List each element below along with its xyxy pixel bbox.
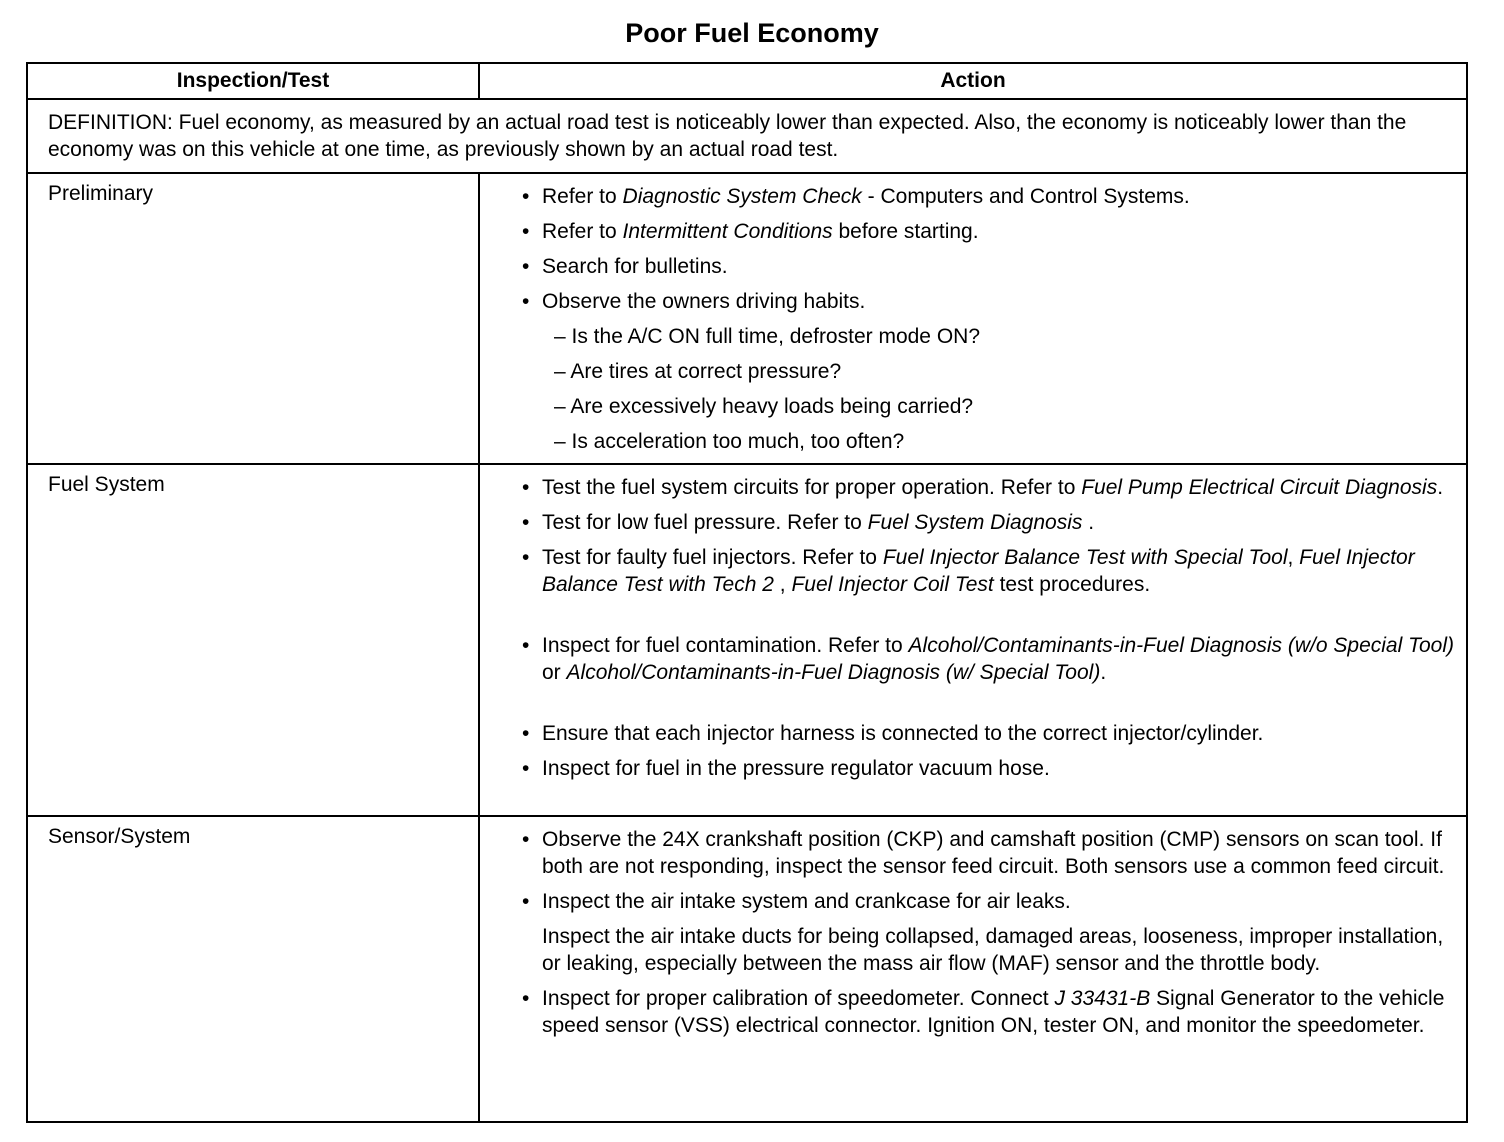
- item-text: before starting.: [832, 220, 979, 243]
- action-list: [480, 465, 1466, 782]
- item-text: Signal Generator to the vehicle speed sensor (VSS) electrical connector. Ignition ON, tester ON, and monitor the speedometer.: [542, 987, 1445, 1037]
- sub-item: [524, 428, 1456, 455]
- sub-item: [524, 358, 1456, 385]
- list-item: [524, 720, 1456, 747]
- reference-text: Alcohol/Contaminants-in-Fuel Diagnosis (w/o Special Tool): [908, 634, 1455, 657]
- list-item: [524, 985, 1456, 1039]
- action-cell: [479, 816, 1467, 1122]
- list-item: [524, 474, 1456, 501]
- row-label: Preliminary: [27, 173, 479, 464]
- list-item: [524, 253, 1456, 280]
- item-text: Inspect for proper calibration of speedometer. Connect: [542, 987, 1055, 1010]
- reference-text: Fuel Pump Electrical Circuit Diagnosis: [1081, 476, 1438, 499]
- item-text: ,: [1287, 546, 1300, 569]
- table-row: [27, 464, 1467, 816]
- list-item: [524, 509, 1456, 536]
- item-text: Test for low fuel pressure. Refer to: [542, 511, 868, 534]
- item-text: Test the fuel system circuits for proper operation. Refer to: [542, 476, 1082, 499]
- header-inspection-test: Inspection/Test: [27, 63, 479, 99]
- row-label: Fuel System: [27, 464, 479, 816]
- reference-text: Alcohol/Contaminants-in-Fuel Diagnosis (w/ Special Tool): [566, 661, 1101, 684]
- item-text: Inspect the air intake system and crankcase for air leaks.: [542, 890, 1071, 913]
- table-row: [27, 173, 1467, 464]
- item-text: .: [1082, 511, 1095, 534]
- item-text: test procedures.: [993, 573, 1151, 596]
- list-item: [524, 755, 1456, 782]
- list-item: [524, 888, 1456, 915]
- action-cell: [479, 173, 1467, 464]
- item-text: – Is acceleration too much, too often?: [554, 430, 905, 453]
- reference-text: J 33431-B: [1054, 987, 1151, 1010]
- item-text: – Are excessively heavy loads being carried?: [554, 395, 974, 418]
- page-title: Poor Fuel Economy: [625, 18, 879, 48]
- action-list: [480, 817, 1466, 1039]
- item-text: .: [1437, 476, 1444, 499]
- header-action: Action: [479, 63, 1467, 99]
- item-text: - Computers and Control Systems.: [861, 185, 1190, 208]
- item-text: Observe the 24X crankshaft position (CKP) and camshaft position (CMP) sensors on scan tool. If both are not responding, inspect the sensor feed circuit. Both sensors use a common feed circuit.: [542, 828, 1445, 878]
- diagnostic-table: [26, 62, 1468, 1123]
- action-list: [480, 174, 1466, 455]
- item-text: – Are tires at correct pressure?: [554, 360, 842, 383]
- list-item: [524, 288, 1456, 315]
- reference-text: Diagnostic System Check: [622, 185, 862, 208]
- item-text: Inspect for fuel in the pressure regulator vacuum hose.: [542, 757, 1050, 780]
- definition-text: DEFINITION: Fuel economy, as measured by an actual road test is noticeably lower than expected. Also, the economy is noticeably lower than the economy was on this vehicle at one time, as previously shown by an actual road test.: [27, 99, 1467, 173]
- reference-text: Intermittent Conditions: [622, 220, 833, 243]
- item-text: Ensure that each injector harness is connected to the correct injector/cylinder.: [542, 722, 1264, 745]
- item-text: Inspect the air intake ducts for being collapsed, damaged areas, looseness, improper installation, or leaking, especially between the mass air flow (MAF) sensor and the throttle body.: [542, 925, 1444, 975]
- sub-item: [524, 323, 1456, 350]
- list-item: [524, 183, 1456, 210]
- item-text: Test for faulty fuel injectors. Refer to: [542, 546, 883, 569]
- reference-text: Fuel Injector Balance Test with Special Tool: [882, 546, 1288, 569]
- sub-item: [524, 393, 1456, 420]
- item-text: Inspect for fuel contamination. Refer to: [542, 634, 909, 657]
- item-text: Search for bulletins.: [542, 255, 728, 278]
- list-item: [524, 544, 1456, 598]
- list-item: [524, 218, 1456, 245]
- list-item: [524, 923, 1456, 977]
- reference-text: Fuel System Diagnosis: [867, 511, 1083, 534]
- list-item: [524, 826, 1456, 880]
- item-text: Observe the owners driving habits.: [542, 290, 866, 313]
- row-label: Sensor/System: [27, 816, 479, 1122]
- action-cell: [479, 464, 1467, 816]
- header-row: [27, 63, 1467, 99]
- item-text: ,: [773, 573, 792, 596]
- item-text: Refer to: [542, 220, 623, 243]
- definition-row: [27, 99, 1467, 173]
- list-item: [524, 632, 1456, 686]
- item-text: – Is the A/C ON full time, defroster mode ON?: [554, 325, 980, 348]
- item-text: .: [1100, 661, 1107, 684]
- reference-text: Fuel Injector Coil Test: [791, 573, 994, 596]
- reference-text: Fuel Injector Balance Test with Tech 2: [542, 546, 1415, 596]
- item-text: or: [542, 661, 567, 684]
- table-row: [27, 816, 1467, 1122]
- item-text: Refer to: [542, 185, 623, 208]
